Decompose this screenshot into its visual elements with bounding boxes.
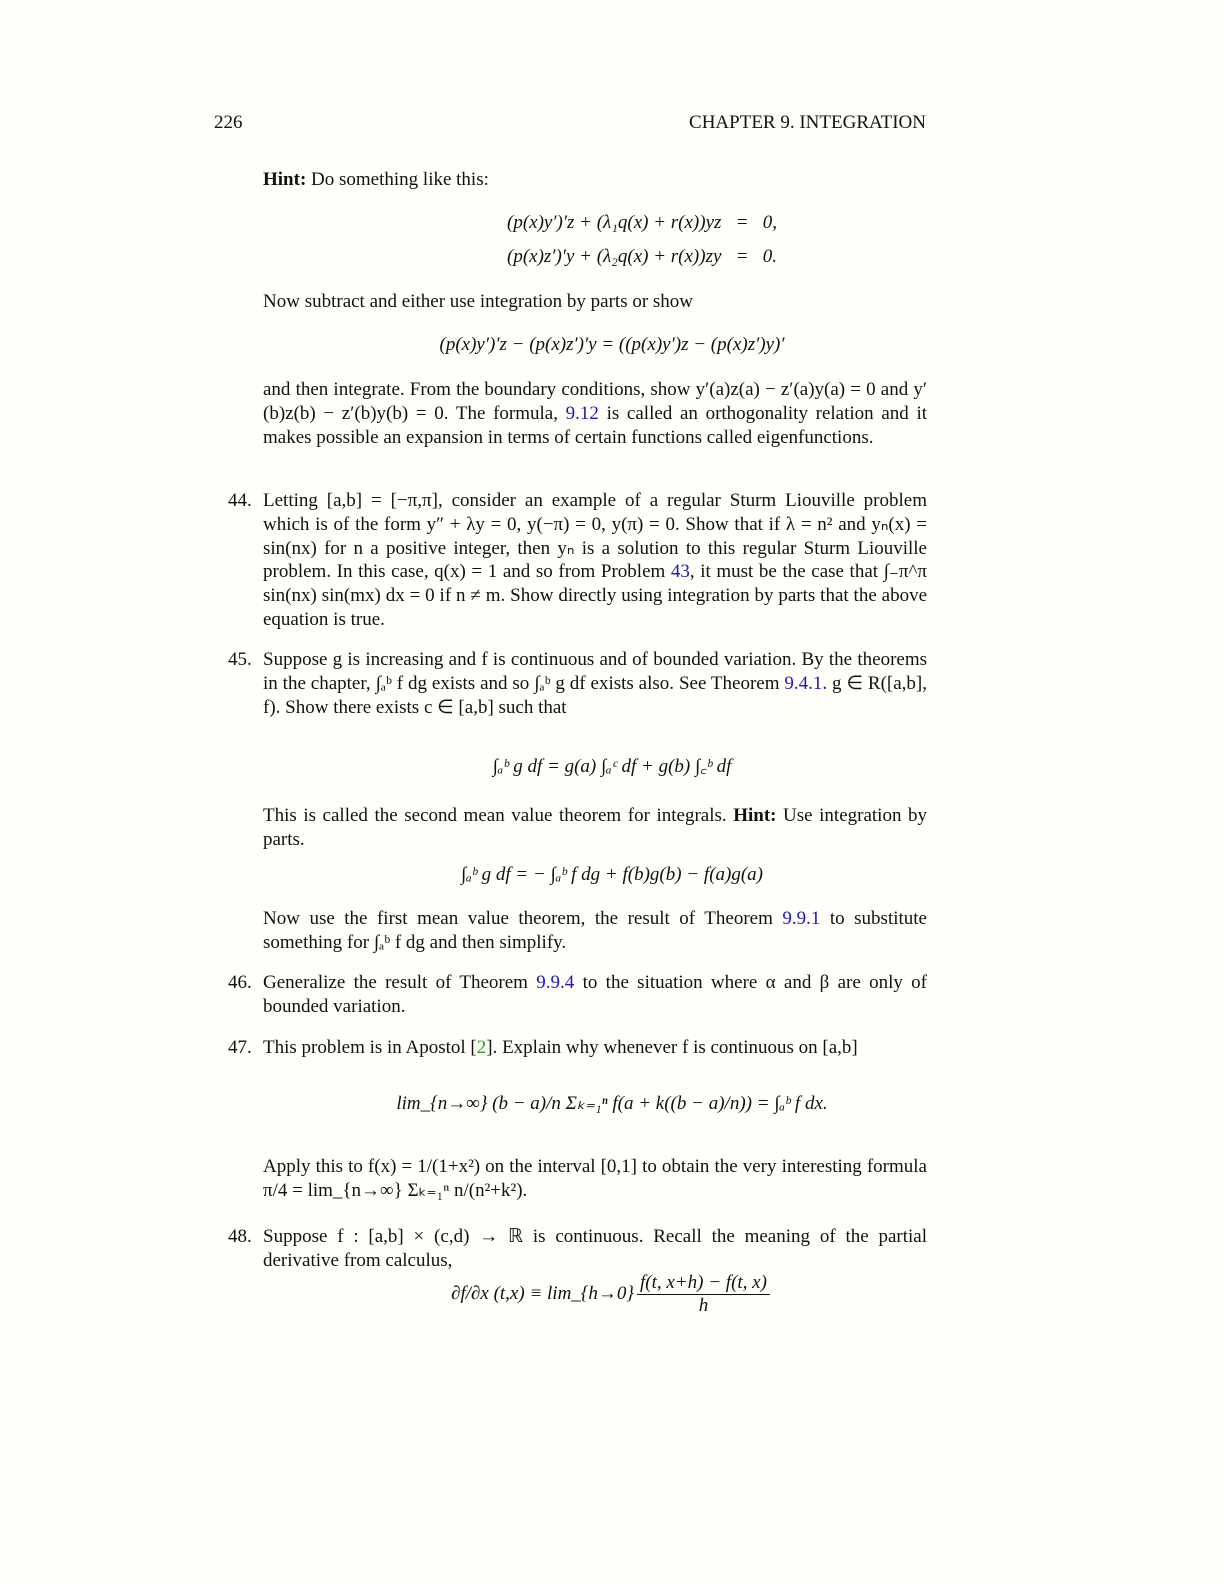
problem-45-text (263, 648, 927, 719)
text-segment: to the situation where α and β are only of bounded variation. (263, 972, 928, 1017)
text-segment: is called an orthogonality relation and it makes possible an expansion in terms of certain functions called eigenfunctions. (263, 402, 927, 448)
problem-number: 48. (228, 1226, 252, 1247)
text-segment: ]. Explain why whenever f is continuous on [a,b] (486, 1037, 858, 1058)
partial-lhs: ∂f/∂x (t,x) ≡ lim_{h→0} (451, 1282, 634, 1304)
text-segment: Generalize the result of Theorem (263, 972, 537, 993)
first-mvt-paragraph (263, 907, 927, 955)
text-segment: and then integrate. From the boundary conditions, show y′(a)z(a) − z′(a)y(a) = 0 and y′(b)z(b) − z′(b)y(b) = 0. The formula, (263, 379, 927, 424)
orthogonality-paragraph (263, 378, 927, 449)
citation-link[interactable]: 2 (476, 1037, 487, 1058)
mean-value-equation: ∫ₐᵇ g df = g(a) ∫ₐᶜ df + g(b) ∫꜀ᵇ df (492, 756, 732, 777)
text-segment: to substitute something for ∫ₐᵇ f dg and then simplify. (263, 908, 927, 953)
text-segment: Now use the first mean value theorem, the result of Theorem (263, 908, 783, 929)
second-mvt-text (263, 804, 927, 852)
limit-part: lim_{n→∞} (b − a)/n (396, 1093, 566, 1114)
difference-quotient (637, 1272, 770, 1317)
partial-derivative-equation (0, 1272, 1224, 1317)
cross-reference-link[interactable]: 9.9.1 (782, 908, 821, 929)
mvt-rest: Use integration by parts. (263, 805, 928, 850)
equation-line-1: (p(x)y′)′z + (λ₁q(x) + r(x))yz = 0, (507, 212, 777, 233)
cross-reference-link[interactable]: 9.9.4 (536, 972, 575, 993)
equation-line-2: (p(x)z′)′y + (λ₂q(x) + r(x))zy = 0. (507, 246, 777, 267)
hint-text: Do something like this: (306, 169, 489, 190)
problem-number: 44. (228, 490, 252, 511)
hint-label: Hint: (263, 169, 307, 190)
text-segment: Letting [a,b] = [−π,π], consider an example of a regular Sturm Liouville problem which is of the form y″ + λy = 0, y(−π) = 0, y(π) = 0. Show that if λ = n² and yₙ(x) = sin(nx) for n a positive integer, then yₙ is a solution to this regular Sturm Liouville problem. In this case, q(x) = 1 and so from Problem (263, 490, 927, 583)
text-segment: , it must be the case that ∫₋π^π sin(nx) sin(mx) dx = 0 if n ≠ m. Show directly using integration by parts that the above equation is true. (263, 561, 927, 630)
parts-equation: ∫ₐᵇ g df = − ∫ₐᵇ f dg + f(b)g(b) − f(a)g(a) (460, 864, 763, 885)
riemann-sum-equation (0, 1092, 1224, 1115)
problem-46-text (263, 971, 927, 1019)
text-segment: This problem is in Apostol [ (263, 1037, 477, 1058)
running-header: CHAPTER 9. INTEGRATION (689, 112, 926, 133)
numerator: f(t, x+h) − f(t, x) (637, 1272, 770, 1295)
denominator: h (698, 1295, 709, 1316)
text-segment: . g ∈ R([a,b], f). Show there exists c ∈ [a,b] such that (263, 672, 927, 718)
page-number: 226 (214, 112, 243, 133)
sum-part: Σₖ₌₁ⁿ f(a + k((b − a)/n)) = ∫ₐᵇ f dx. (565, 1093, 828, 1114)
identity-equation: (p(x)y′)′z − (p(x)z′)′y = ((p(x)y′)z − (p(x)z′)y)′ (439, 334, 785, 355)
problem-47-text (263, 1036, 927, 1060)
text-segment: Suppose g is increasing and f is continuous and of bounded variation. By the theorems in the chapter, ∫ₐᵇ f dg exists and so ∫ₐᵇ g df exists also. See Theorem (263, 649, 927, 694)
text-segment: Suppose f : [a,b] × (c,d) → ℝ is continuous. Recall the meaning of the partial derivative from calculus, (263, 1226, 927, 1271)
problem-number: 47. (228, 1037, 252, 1058)
problem-48-text (263, 1225, 927, 1273)
problem-number: 45. (228, 649, 252, 670)
problem-number: 46. (228, 972, 252, 993)
apply-paragraph: Apply this to f(x) = 1/(1+x²) on the interval [0,1] to obtain the very interesting formula π/4 = lim_{n→∞} Σₖ₌₁ⁿ n/(n²+k²). (263, 1156, 927, 1201)
cross-reference-link[interactable]: 9.4.1 (784, 672, 823, 694)
mvt-text: This is called the second mean value theorem for integrals. (263, 805, 734, 826)
cross-reference-link[interactable]: 9.12 (565, 402, 599, 424)
cross-reference-link[interactable]: 43 (670, 561, 690, 583)
hint-label: Hint: (733, 805, 777, 826)
problem-44-text (263, 489, 927, 632)
subtract-text: Now subtract and either use integration by parts or show (263, 291, 694, 312)
hint-line (263, 168, 927, 192)
